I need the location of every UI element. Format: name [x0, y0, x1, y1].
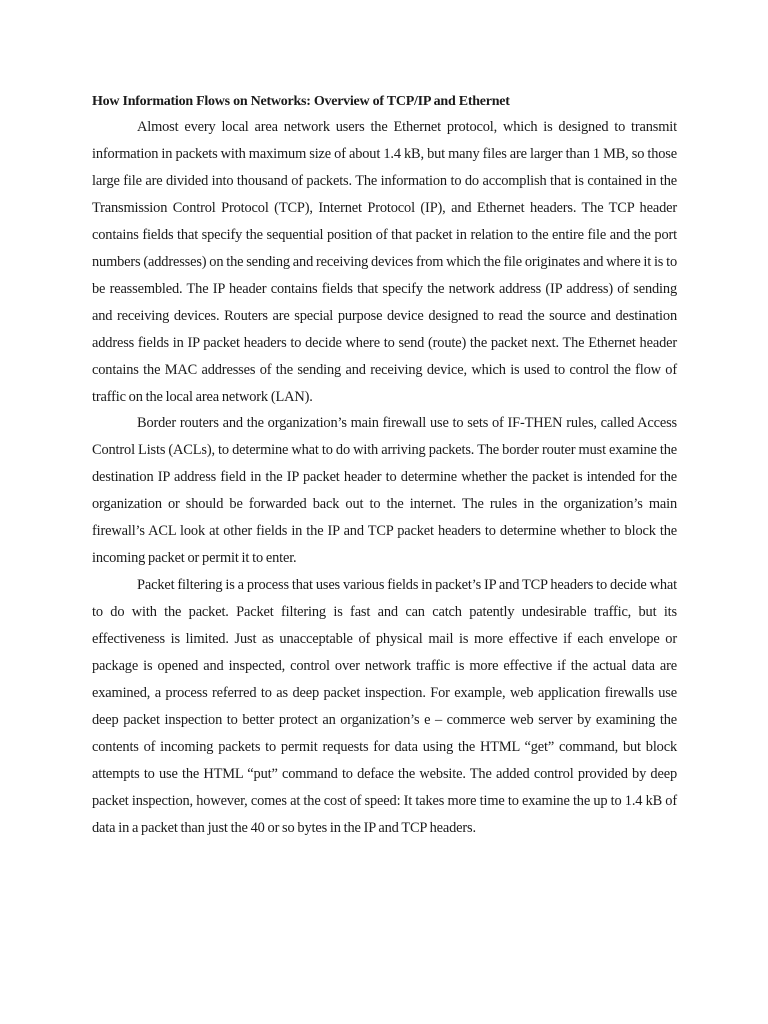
paragraph-packet-filtering: Packet filtering is a process that uses various fields in packet’s IP and TCP headers to decide what to do with the packet. Packet filtering is fast and can catch patently undesirable traffic, but its effectiveness is limited. Just as unacceptable of physical mail is more effective if each envelope or package is opened and inspected, control over network traffic is more effective if the actual data are examined, a process referred to as deep packet inspection. For example, web application firewalls use deep packet inspection to better protect an organization’s e – commerce web server by examining the contents of incoming packets to permit requests for data using the HTML “get” command, but block attempts to use the HTML “put” command to deface the website. The added control provided by deep packet inspection, however, comes at the cost of speed: It takes more time to examine the up to 1.4 kB of data in a packet than just the 40 or so bytes in the IP and TCP headers. — [92, 577, 677, 836]
paragraph-border-routers: Border routers and the organization’s main firewall use to sets of IF-THEN rules, called Access Control Lists (ACLs), to determine what to do with arriving packets. The border router must examine the destination IP address field in the IP packet header to determine whether the packet is intended for the organization or should be forwarded back out to the internet. The rules in the organization’s main firewall’s ACL look at other fields in the IP and TCP packet headers to determine whether to block the incoming packet or permit it to enter. — [92, 415, 677, 567]
document-title: How Information Flows on Networks: Overview of TCP/IP and Ethernet — [92, 94, 510, 109]
paragraph-ethernet-overview: Almost every local area network users the Ethernet protocol, which is designed to transmit information in packets with maximum size of about 1.4 kB, but many files are larger than 1 MB, so those large file are divided into thousand of packets. The information to do accomplish that is contained in the Transmission Control Protocol (TCP), Internet Protocol (IP), and Ethernet headers. The TCP header contains fields that specify the sequential position of that packet in relation to the entire file and the port numbers (addresses) on the sending and receiving devices from which the file originates and where it is to be reassembled. The IP header contains fields that specify the network address (IP address) of sending and receiving devices. Routers are special purpose device designed to read the source and destination address fields in IP packet headers to decide where to send (route) the packet next. The Ethernet header contains the MAC addresses of the sending and receiving device, which is used to control the flow of traffic on the local area network (LAN). — [92, 119, 677, 405]
document-page — [92, 93, 677, 842]
